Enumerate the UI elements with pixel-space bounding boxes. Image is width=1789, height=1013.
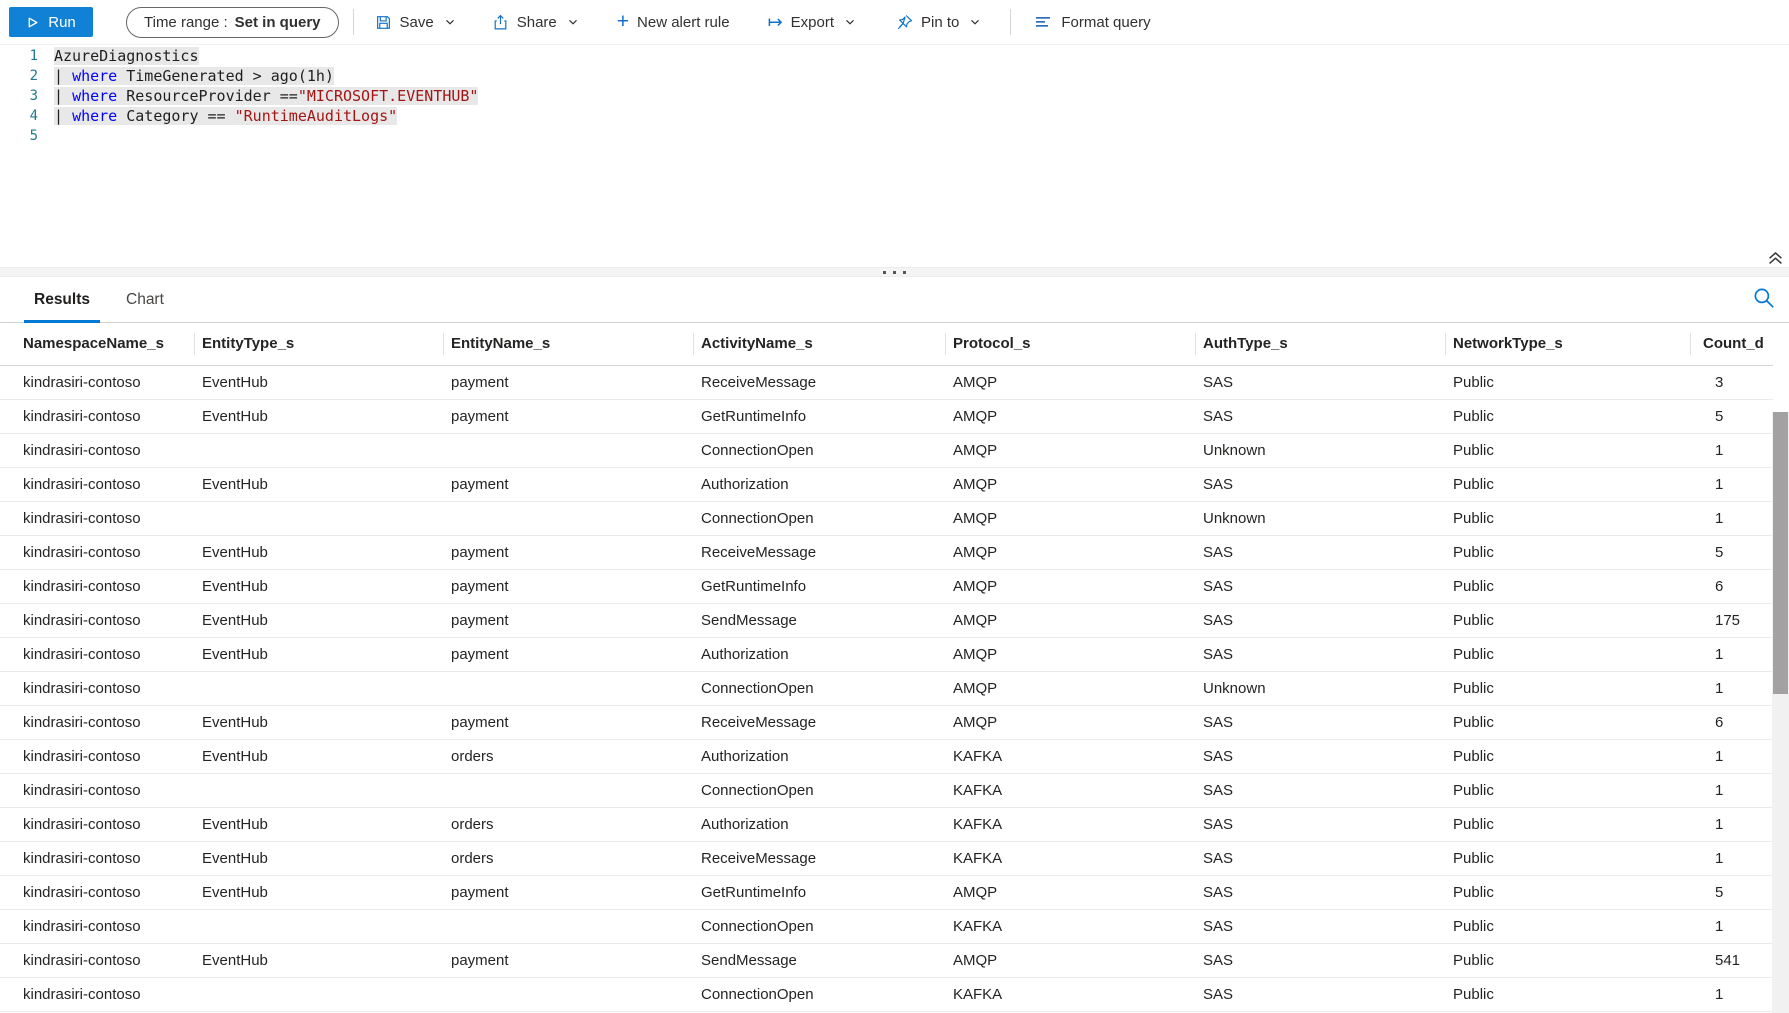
- table-cell: EventHub: [194, 637, 443, 671]
- results-table: [0, 323, 1773, 1012]
- table-row[interactable]: [0, 535, 1773, 569]
- toolbar-divider: [1010, 9, 1011, 35]
- run-button-label: Run: [48, 13, 76, 31]
- table-cell: ConnectionOpen: [693, 909, 945, 943]
- plus-icon: +: [616, 9, 630, 33]
- table-cell: SAS: [1195, 841, 1445, 875]
- table-cell: EventHub: [194, 943, 443, 977]
- code-token: |: [54, 67, 73, 85]
- table-cell: [443, 433, 693, 467]
- results-tab-strip: [0, 277, 1789, 323]
- table-cell: SAS: [1195, 637, 1445, 671]
- table-cell: kindrasiri-contoso: [0, 671, 194, 705]
- table-cell: 6: [1690, 569, 1773, 603]
- table-cell: EventHub: [194, 807, 443, 841]
- table-cell: [443, 671, 693, 705]
- table-row[interactable]: [0, 603, 1773, 637]
- table-cell: GetRuntimeInfo: [693, 399, 945, 433]
- table-cell: payment: [443, 399, 693, 433]
- table-cell: payment: [443, 603, 693, 637]
- table-cell: SAS: [1195, 739, 1445, 773]
- table-cell: EventHub: [194, 365, 443, 399]
- table-row[interactable]: [0, 943, 1773, 977]
- code-line: [0, 126, 1789, 146]
- share-icon: [492, 14, 509, 31]
- panel-splitter[interactable]: [0, 267, 1789, 277]
- column-header[interactable]: Count_d: [1690, 323, 1773, 365]
- save-icon: [375, 14, 392, 31]
- table-cell: 1: [1690, 501, 1773, 535]
- table-cell: SAS: [1195, 705, 1445, 739]
- table-row[interactable]: [0, 875, 1773, 909]
- table-cell: kindrasiri-contoso: [0, 399, 194, 433]
- table-cell: EventHub: [194, 467, 443, 501]
- table-cell: payment: [443, 943, 693, 977]
- table-cell: Public: [1445, 705, 1690, 739]
- table-row[interactable]: [0, 433, 1773, 467]
- table-cell: [194, 501, 443, 535]
- table-cell: Unknown: [1195, 501, 1445, 535]
- table-cell: 1: [1690, 773, 1773, 807]
- table-cell: AMQP: [945, 365, 1195, 399]
- code-token: |: [54, 87, 73, 105]
- table-cell: 1: [1690, 977, 1773, 1011]
- table-cell: Public: [1445, 807, 1690, 841]
- table-cell: Authorization: [693, 467, 945, 501]
- table-cell: 1: [1690, 433, 1773, 467]
- table-cell: Authorization: [693, 807, 945, 841]
- line-number: 1: [29, 48, 38, 64]
- table-cell: Public: [1445, 637, 1690, 671]
- save-button-label: Save: [399, 13, 434, 31]
- column-header[interactable]: AuthType_s: [1195, 323, 1445, 365]
- code-content: [54, 66, 334, 86]
- table-cell: KAFKA: [945, 807, 1195, 841]
- table-cell: kindrasiri-contoso: [0, 569, 194, 603]
- table-cell: orders: [443, 807, 693, 841]
- table-cell: Public: [1445, 603, 1690, 637]
- table-cell: ConnectionOpen: [693, 671, 945, 705]
- table-cell: ReceiveMessage: [693, 841, 945, 875]
- table-cell: AMQP: [945, 501, 1195, 535]
- table-cell: KAFKA: [945, 977, 1195, 1011]
- code-highlight: [54, 67, 334, 85]
- table-cell: Public: [1445, 841, 1690, 875]
- table-cell: kindrasiri-contoso: [0, 433, 194, 467]
- table-cell: KAFKA: [945, 841, 1195, 875]
- table-cell: EventHub: [194, 569, 443, 603]
- save-button[interactable]: [364, 5, 467, 39]
- table-row[interactable]: [0, 569, 1773, 603]
- table-cell: 1: [1690, 909, 1773, 943]
- table-cell: KAFKA: [945, 739, 1195, 773]
- table-cell: payment: [443, 637, 693, 671]
- pin-to-button[interactable]: [885, 5, 992, 39]
- toolbar-divider: [353, 9, 354, 35]
- table-cell: Public: [1445, 943, 1690, 977]
- share-button-label: Share: [516, 13, 557, 31]
- table-cell: Public: [1445, 977, 1690, 1011]
- table-cell: ReceiveMessage: [693, 535, 945, 569]
- table-row[interactable]: [0, 467, 1773, 501]
- table-cell: kindrasiri-contoso: [0, 977, 194, 1011]
- table-cell: 541: [1690, 943, 1773, 977]
- code-line: [0, 46, 1789, 66]
- table-cell: 1: [1690, 671, 1773, 705]
- table-header-row: [0, 323, 1773, 365]
- code-token: Category ==: [117, 107, 235, 125]
- code-token: "RuntimeAuditLogs": [234, 107, 398, 125]
- double-chevron-up-icon: [1766, 248, 1785, 267]
- table-cell: [194, 671, 443, 705]
- code-token: where: [72, 67, 118, 85]
- drag-handle-dot: [903, 271, 906, 274]
- table-cell: SAS: [1195, 943, 1445, 977]
- code-token: where: [72, 107, 118, 125]
- table-body: [0, 365, 1773, 1011]
- code-content: [54, 86, 478, 106]
- table-row[interactable]: [0, 977, 1773, 1011]
- code-highlight: [54, 107, 397, 125]
- export-button-label: Export: [790, 13, 835, 31]
- table-cell: [194, 773, 443, 807]
- pin-to-button-label: Pin to: [921, 13, 960, 31]
- tab-chart[interactable]: Chart: [126, 291, 164, 308]
- query-toolbar: [0, 0, 1789, 45]
- table-cell: payment: [443, 535, 693, 569]
- table-cell: kindrasiri-contoso: [0, 909, 194, 943]
- chevron-down-icon: [567, 16, 579, 28]
- code-highlight: [54, 47, 199, 65]
- chevron-down-icon: [444, 16, 456, 28]
- table-cell: EventHub: [194, 603, 443, 637]
- table-cell: ConnectionOpen: [693, 501, 945, 535]
- table-cell: EventHub: [194, 841, 443, 875]
- column-header[interactable]: ActivityName_s: [693, 323, 945, 365]
- table-cell: Public: [1445, 909, 1690, 943]
- new-alert-rule-button[interactable]: [606, 5, 741, 39]
- vertical-scrollbar[interactable]: [1772, 412, 1789, 1013]
- table-cell: SendMessage: [693, 603, 945, 637]
- table-cell: SAS: [1195, 569, 1445, 603]
- table-cell: AMQP: [945, 603, 1195, 637]
- code-token: "MICROSOFT.EVENTHUB": [297, 87, 479, 105]
- table-cell: [443, 977, 693, 1011]
- table-row[interactable]: [0, 841, 1773, 875]
- table-cell: [194, 977, 443, 1011]
- chevron-down-icon: [969, 16, 981, 28]
- code-lines: [0, 46, 1789, 146]
- table-cell: 1: [1690, 841, 1773, 875]
- export-button[interactable]: [757, 5, 867, 39]
- column-header[interactable]: EntityName_s: [443, 323, 693, 365]
- line-number: 2: [29, 68, 38, 84]
- table-cell: Public: [1445, 501, 1690, 535]
- table-row[interactable]: [0, 739, 1773, 773]
- table-cell: 175: [1690, 603, 1773, 637]
- code-token: |: [54, 107, 73, 125]
- table-cell: kindrasiri-contoso: [0, 773, 194, 807]
- chevron-down-icon: [844, 16, 856, 28]
- table-cell: 1: [1690, 637, 1773, 671]
- table-cell: 5: [1690, 399, 1773, 433]
- table-cell: 1: [1690, 807, 1773, 841]
- table-cell: kindrasiri-contoso: [0, 365, 194, 399]
- line-number: 4: [29, 108, 38, 124]
- table-cell: SAS: [1195, 535, 1445, 569]
- table-cell: SAS: [1195, 909, 1445, 943]
- table-row[interactable]: [0, 501, 1773, 535]
- column-header[interactable]: NamespaceName_s: [0, 323, 194, 365]
- table-row[interactable]: [0, 365, 1773, 399]
- format-query-button[interactable]: [1023, 5, 1161, 39]
- table-cell: AMQP: [945, 671, 1195, 705]
- table-cell: kindrasiri-contoso: [0, 535, 194, 569]
- table-cell: Public: [1445, 535, 1690, 569]
- table-cell: kindrasiri-contoso: [0, 705, 194, 739]
- code-token: ResourceProvider ==: [117, 87, 298, 105]
- table-cell: SAS: [1195, 365, 1445, 399]
- table-cell: ReceiveMessage: [693, 365, 945, 399]
- table-cell: Public: [1445, 467, 1690, 501]
- table-cell: Public: [1445, 399, 1690, 433]
- code-token: TimeGenerated > ago(1h): [117, 67, 334, 85]
- table-cell: 3: [1690, 365, 1773, 399]
- table-cell: Public: [1445, 433, 1690, 467]
- line-number: 5: [29, 128, 38, 144]
- table-cell: kindrasiri-contoso: [0, 637, 194, 671]
- table-row[interactable]: [0, 909, 1773, 943]
- table-cell: AMQP: [945, 467, 1195, 501]
- table-cell: kindrasiri-contoso: [0, 807, 194, 841]
- table-cell: [194, 433, 443, 467]
- table-cell: EventHub: [194, 399, 443, 433]
- table-cell: Unknown: [1195, 671, 1445, 705]
- table-row[interactable]: [0, 705, 1773, 739]
- query-editor[interactable]: [0, 46, 1789, 267]
- format-query-icon: [1034, 15, 1053, 30]
- table-cell: 5: [1690, 875, 1773, 909]
- table-cell: orders: [443, 841, 693, 875]
- table-cell: SAS: [1195, 467, 1445, 501]
- code-content: [54, 46, 199, 66]
- table-cell: EventHub: [194, 535, 443, 569]
- table-cell: KAFKA: [945, 773, 1195, 807]
- table-cell: kindrasiri-contoso: [0, 943, 194, 977]
- table-cell: [443, 909, 693, 943]
- table-cell: EventHub: [194, 705, 443, 739]
- run-button[interactable]: [9, 7, 93, 37]
- column-header[interactable]: Protocol_s: [945, 323, 1195, 365]
- table-cell: Public: [1445, 773, 1690, 807]
- table-cell: EventHub: [194, 739, 443, 773]
- table-cell: [194, 909, 443, 943]
- column-header[interactable]: NetworkType_s: [1445, 323, 1690, 365]
- code-line: [0, 86, 1789, 106]
- time-range-picker[interactable]: [126, 7, 339, 38]
- table-cell: ConnectionOpen: [693, 433, 945, 467]
- search-results-button[interactable]: [1750, 284, 1778, 312]
- table-cell: [443, 501, 693, 535]
- code-content: [54, 106, 397, 126]
- table-cell: Unknown: [1195, 433, 1445, 467]
- collapse-panel-button[interactable]: [1764, 246, 1786, 268]
- table-row[interactable]: [0, 637, 1773, 671]
- new-alert-rule-label: New alert rule: [637, 13, 730, 31]
- table-cell: AMQP: [945, 943, 1195, 977]
- table-cell: payment: [443, 705, 693, 739]
- table-cell: Public: [1445, 739, 1690, 773]
- pin-icon: [896, 14, 913, 31]
- code-line: [0, 66, 1789, 86]
- table-row[interactable]: [0, 773, 1773, 807]
- table-cell: AMQP: [945, 875, 1195, 909]
- time-range-value: Set in query: [234, 13, 321, 31]
- table-cell: [443, 773, 693, 807]
- table-cell: 5: [1690, 535, 1773, 569]
- table-cell: kindrasiri-contoso: [0, 739, 194, 773]
- table-cell: Public: [1445, 365, 1690, 399]
- results-grid: [0, 323, 1789, 1013]
- table-cell: 6: [1690, 705, 1773, 739]
- table-header: [0, 323, 1773, 365]
- table-cell: KAFKA: [945, 909, 1195, 943]
- line-number: 3: [29, 88, 38, 104]
- scrollbar-thumb[interactable]: [1773, 412, 1788, 694]
- table-cell: Authorization: [693, 739, 945, 773]
- table-row[interactable]: [0, 399, 1773, 433]
- play-icon: [26, 16, 39, 29]
- table-cell: Public: [1445, 671, 1690, 705]
- table-cell: kindrasiri-contoso: [0, 467, 194, 501]
- drag-handle-dot: [883, 271, 886, 274]
- code-token: AzureDiagnostics: [54, 47, 199, 65]
- table-cell: SAS: [1195, 875, 1445, 909]
- table-cell: 1: [1690, 467, 1773, 501]
- drag-handle-dot: [893, 271, 896, 274]
- format-query-label: Format query: [1061, 13, 1151, 31]
- table-cell: SAS: [1195, 807, 1445, 841]
- time-range-label: Time range :: [144, 13, 228, 31]
- table-cell: AMQP: [945, 433, 1195, 467]
- table-cell: kindrasiri-contoso: [0, 841, 194, 875]
- table-cell: kindrasiri-contoso: [0, 603, 194, 637]
- share-button[interactable]: [481, 5, 590, 39]
- table-cell: ConnectionOpen: [693, 977, 945, 1011]
- table-cell: AMQP: [945, 569, 1195, 603]
- table-cell: payment: [443, 467, 693, 501]
- table-cell: 1: [1690, 739, 1773, 773]
- table-cell: payment: [443, 875, 693, 909]
- table-cell: Authorization: [693, 637, 945, 671]
- table-cell: SAS: [1195, 977, 1445, 1011]
- tab-results[interactable]: Results: [24, 291, 100, 322]
- table-cell: SendMessage: [693, 943, 945, 977]
- search-icon: [1752, 286, 1776, 310]
- code-highlight: [54, 87, 478, 105]
- code-token: where: [72, 87, 118, 105]
- table-cell: SAS: [1195, 603, 1445, 637]
- table-cell: ReceiveMessage: [693, 705, 945, 739]
- table-row[interactable]: [0, 671, 1773, 705]
- table-cell: Public: [1445, 569, 1690, 603]
- table-cell: kindrasiri-contoso: [0, 875, 194, 909]
- table-cell: payment: [443, 365, 693, 399]
- table-cell: ConnectionOpen: [693, 773, 945, 807]
- export-icon: ↦: [767, 12, 783, 32]
- results-panel: [0, 277, 1789, 1013]
- table-cell: AMQP: [945, 637, 1195, 671]
- table-cell: kindrasiri-contoso: [0, 501, 194, 535]
- table-cell: GetRuntimeInfo: [693, 569, 945, 603]
- table-cell: payment: [443, 569, 693, 603]
- table-row[interactable]: [0, 807, 1773, 841]
- table-cell: AMQP: [945, 399, 1195, 433]
- table-cell: SAS: [1195, 399, 1445, 433]
- table-cell: AMQP: [945, 705, 1195, 739]
- table-cell: AMQP: [945, 535, 1195, 569]
- table-cell: EventHub: [194, 875, 443, 909]
- code-line: [0, 106, 1789, 126]
- table-cell: Public: [1445, 875, 1690, 909]
- column-header[interactable]: EntityType_s: [194, 323, 443, 365]
- table-cell: orders: [443, 739, 693, 773]
- table-cell: GetRuntimeInfo: [693, 875, 945, 909]
- table-cell: SAS: [1195, 773, 1445, 807]
